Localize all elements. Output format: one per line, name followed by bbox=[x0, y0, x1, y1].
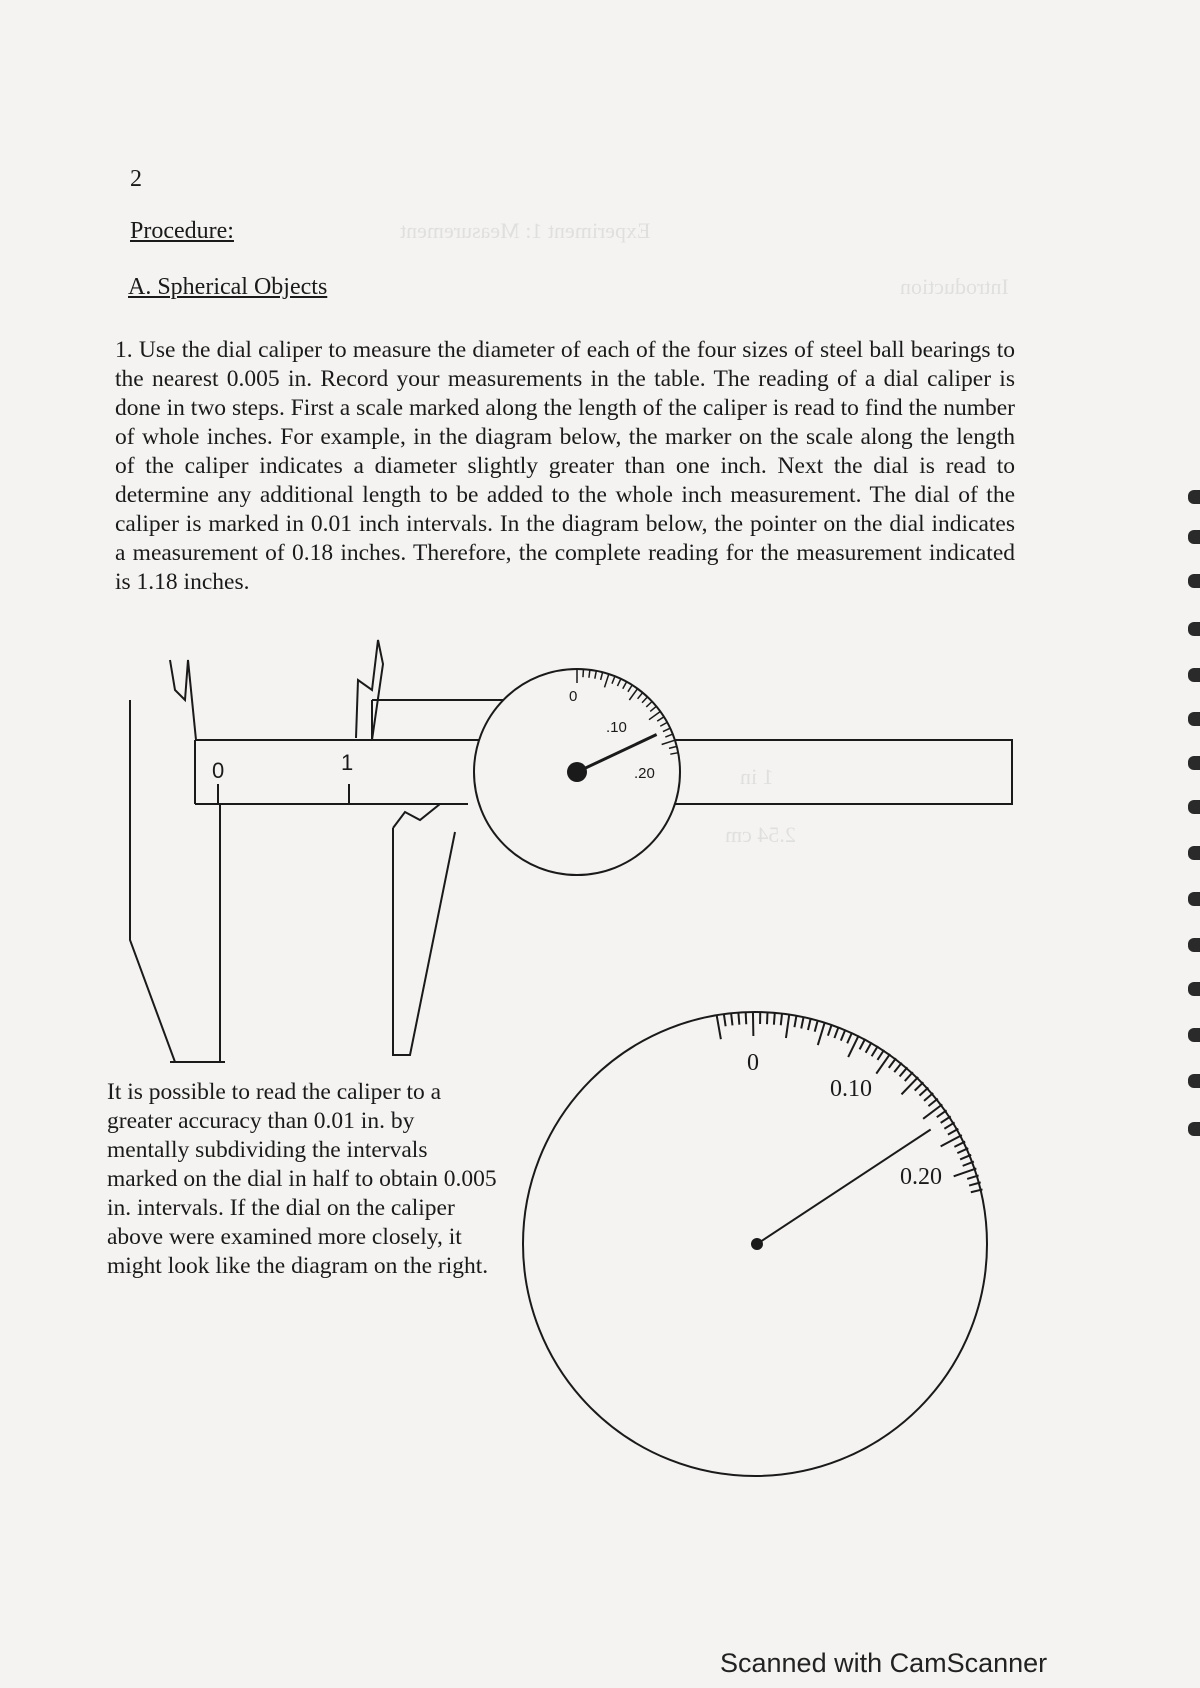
dial-tick bbox=[828, 1024, 832, 1035]
dial-tick bbox=[794, 1015, 796, 1027]
accuracy-paragraph: It is possible to read the caliper to a greater accuracy than 0.01 in. by mentally subdividing the intervals marked on the dial in half to obtain 0.005 in. intervals. If the dial on the caliper above were examined more closely, it might look like the diagram on the right. bbox=[107, 1079, 497, 1279]
dial-tick bbox=[924, 1093, 933, 1101]
bleed-through-title: Experiment 1: Measurement bbox=[400, 218, 651, 243]
dial-tick bbox=[808, 1018, 811, 1030]
dial-tick bbox=[818, 1022, 825, 1045]
bleed-through-fraction-1: 1 in bbox=[740, 764, 774, 789]
dial-tick bbox=[815, 1020, 818, 1032]
small-dial-label-twenty: .20 bbox=[634, 765, 655, 782]
dial-tick bbox=[901, 1077, 918, 1094]
dial-tick bbox=[905, 1072, 913, 1081]
dial-tick bbox=[767, 1012, 768, 1024]
scale-label-one: 1 bbox=[341, 750, 354, 775]
small-dial-hub bbox=[567, 762, 587, 782]
dial-tick bbox=[923, 1104, 942, 1118]
small-dial-label-zero: 0 bbox=[569, 688, 578, 705]
dial-tick bbox=[801, 1017, 803, 1029]
dial-tick bbox=[866, 1042, 872, 1052]
dial-tick bbox=[944, 1122, 954, 1128]
dial-tick bbox=[786, 1014, 789, 1038]
dial-tick bbox=[915, 1082, 924, 1090]
page-number: 2 bbox=[130, 166, 142, 192]
scanner-watermark: Scanned with CamScanner bbox=[720, 1648, 1048, 1678]
small-dial-label-ten: .10 bbox=[606, 719, 627, 736]
bleed-through-fraction-2: 2.54 cm bbox=[725, 822, 796, 847]
dial-tick bbox=[937, 1110, 947, 1117]
dial-tick bbox=[889, 1058, 896, 1068]
enlarged-dial-label-twenty: 0.20 bbox=[900, 1164, 942, 1190]
enlarged-dial-label-zero: 0 bbox=[747, 1050, 759, 1076]
dial-tick bbox=[847, 1032, 852, 1043]
section-heading: A. Spherical Objects bbox=[128, 274, 328, 300]
dial-tick bbox=[589, 670, 590, 678]
enlarged-dial-label-ten: 0.10 bbox=[830, 1076, 872, 1102]
dial-tick bbox=[877, 1050, 884, 1060]
enlarged-dial-hub bbox=[751, 1238, 763, 1250]
dial-tick bbox=[860, 1039, 866, 1050]
dial-tick bbox=[781, 1013, 782, 1025]
dial-tick bbox=[841, 1030, 846, 1041]
dial-tick bbox=[894, 1063, 901, 1072]
dial-tick bbox=[731, 1013, 732, 1025]
enlarged-dial-ticks bbox=[717, 1012, 983, 1192]
dial-tick bbox=[919, 1088, 928, 1096]
scale-label-zero: 0 bbox=[212, 758, 225, 783]
procedure-heading: Procedure: bbox=[130, 218, 234, 244]
dial-tick bbox=[941, 1116, 951, 1123]
dial-tick bbox=[948, 1129, 958, 1135]
dial-tick bbox=[724, 1014, 726, 1026]
dial-tick bbox=[928, 1099, 937, 1107]
dial-tick bbox=[834, 1027, 838, 1038]
dial-tick bbox=[900, 1067, 908, 1076]
instruction-paragraph: 1. Use the dial caliper to measure the diameter of each of the four sizes of steel ball bearings to the nearest 0.005 in. Record your measurements in the table. The reading of a dial caliper is done in two steps. First a scale marked along the length of the caliper is read to find the number of whole inches. For example, in the diagram below, the marker on the scale along the length of the caliper indicates a diameter slightly greater than one inch. Next the dial is read to determine any additional length to be added to the whole inch measurement. The dial of the caliper is marked in 0.01 inch intervals. In the diagram below, the pointer on the dial indicates a measurement of 0.18 inches. Therefore, the complete reading for the measurement indicated is 1.18 inches. bbox=[115, 337, 1015, 595]
bleed-through-intro: Introduction bbox=[900, 274, 1009, 299]
dial-tick bbox=[774, 1013, 775, 1025]
dial-tick bbox=[746, 1012, 747, 1024]
dial-tick bbox=[872, 1046, 878, 1056]
dial-tick bbox=[738, 1013, 739, 1025]
dial-tick bbox=[717, 1016, 721, 1040]
dial-tick bbox=[954, 1168, 977, 1176]
dial-tick bbox=[583, 669, 584, 677]
